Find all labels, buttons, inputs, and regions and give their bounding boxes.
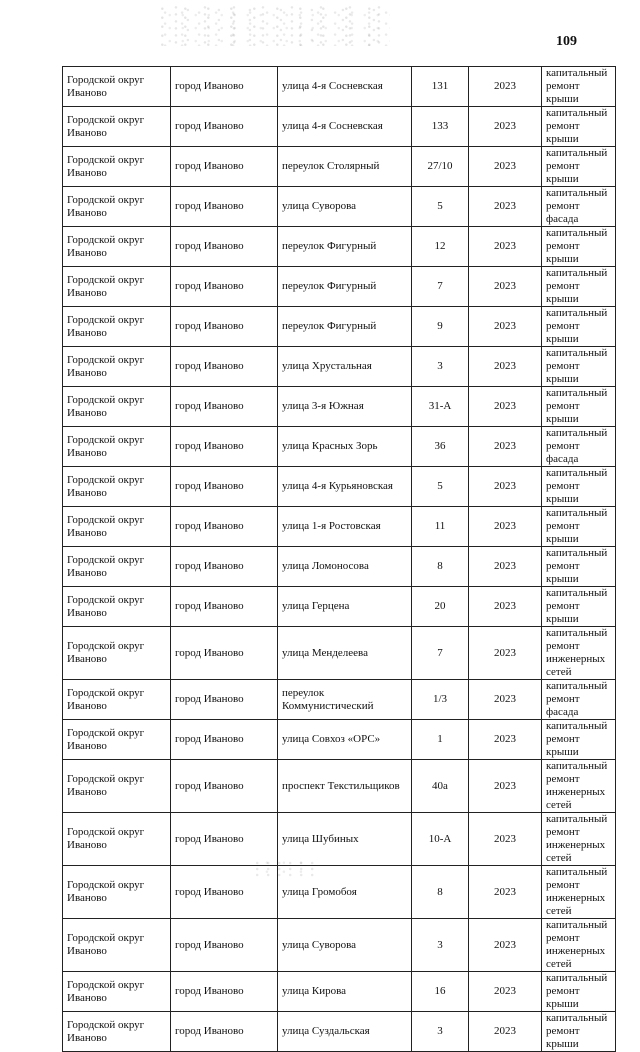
cell-okrug: Городской округ Иваново [63, 1012, 171, 1052]
cell-work: капитальный ремонт крыши [542, 507, 616, 547]
cell-street: улица 1-я Ростовская [278, 507, 412, 547]
cell-okrug: Городской округ Иваново [63, 107, 171, 147]
cell-street: улица Кирова [278, 972, 412, 1012]
cell-house: 5 [412, 187, 469, 227]
cell-city: город Иваново [171, 547, 278, 587]
cell-year: 2023 [469, 507, 542, 547]
cell-street: улица Суворова [278, 919, 412, 972]
cell-okrug: Городской округ Иваново [63, 147, 171, 187]
cell-street: улица Хрустальная [278, 347, 412, 387]
cell-street: улица Герцена [278, 587, 412, 627]
cell-house: 12 [412, 227, 469, 267]
cell-street: переулок Фигурный [278, 227, 412, 267]
cell-city: город Иваново [171, 972, 278, 1012]
cell-work: капитальный ремонт крыши [542, 227, 616, 267]
table-row [63, 587, 616, 627]
cell-okrug: Городской округ Иваново [63, 187, 171, 227]
cell-house: 133 [412, 107, 469, 147]
cell-house: 7 [412, 627, 469, 680]
cell-okrug: Городской округ Иваново [63, 919, 171, 972]
table-body [63, 67, 616, 1052]
cell-city: город Иваново [171, 347, 278, 387]
table-row [63, 307, 616, 347]
cell-house: 7 [412, 267, 469, 307]
cell-okrug: Городской округ Иваново [63, 427, 171, 467]
cell-okrug: Городской округ Иваново [63, 720, 171, 760]
cell-city: город Иваново [171, 587, 278, 627]
cell-year: 2023 [469, 919, 542, 972]
repair-schedule-table [62, 66, 616, 1052]
cell-year: 2023 [469, 720, 542, 760]
cell-house: 1 [412, 720, 469, 760]
cell-city: город Иваново [171, 227, 278, 267]
cell-okrug: Городской округ Иваново [63, 813, 171, 866]
cell-house: 11 [412, 507, 469, 547]
cell-work: капитальный ремонт инженерных сетей [542, 627, 616, 680]
cell-house: 16 [412, 972, 469, 1012]
cell-work: капитальный ремонт инженерных сетей [542, 760, 616, 813]
cell-work: капитальный ремонт крыши [542, 267, 616, 307]
cell-house: 3 [412, 919, 469, 972]
table-row [63, 919, 616, 972]
cell-year: 2023 [469, 347, 542, 387]
cell-okrug: Городской округ Иваново [63, 680, 171, 720]
table-row [63, 547, 616, 587]
table-row [63, 427, 616, 467]
cell-work: капитальный ремонт инженерных сетей [542, 919, 616, 972]
cell-house: 9 [412, 307, 469, 347]
cell-work: капитальный ремонт фасада [542, 680, 616, 720]
cell-work: капитальный ремонт крыши [542, 547, 616, 587]
cell-city: город Иваново [171, 919, 278, 972]
cell-work: капитальный ремонт крыши [542, 1012, 616, 1052]
table-row [63, 67, 616, 107]
cell-city: город Иваново [171, 307, 278, 347]
page-number: 109 [556, 34, 577, 49]
cell-year: 2023 [469, 147, 542, 187]
cell-okrug: Городской округ Иваново [63, 307, 171, 347]
cell-street: переулок Фигурный [278, 307, 412, 347]
cell-okrug: Городской округ Иваново [63, 347, 171, 387]
cell-street: переулок Коммунистический [278, 680, 412, 720]
cell-street: улица Красных Зорь [278, 427, 412, 467]
cell-year: 2023 [469, 587, 542, 627]
cell-house: 20 [412, 587, 469, 627]
cell-house: 27/10 [412, 147, 469, 187]
cell-street: переулок Фигурный [278, 267, 412, 307]
cell-year: 2023 [469, 107, 542, 147]
cell-year: 2023 [469, 267, 542, 307]
cell-house: 8 [412, 866, 469, 919]
cell-street: улица 4-я Сосневская [278, 107, 412, 147]
cell-year: 2023 [469, 627, 542, 680]
cell-work: капитальный ремонт крыши [542, 307, 616, 347]
cell-work: капитальный ремонт крыши [542, 587, 616, 627]
cell-city: город Иваново [171, 866, 278, 919]
table-row [63, 467, 616, 507]
cell-okrug: Городской округ Иваново [63, 587, 171, 627]
cell-year: 2023 [469, 307, 542, 347]
cell-work: капитальный ремонт фасада [542, 187, 616, 227]
cell-street: улица Менделеева [278, 627, 412, 680]
scan-noise-top [160, 6, 390, 46]
cell-work: капитальный ремонт крыши [542, 107, 616, 147]
cell-work: капитальный ремонт крыши [542, 720, 616, 760]
cell-house: 36 [412, 427, 469, 467]
cell-street: улица Громобоя [278, 866, 412, 919]
table-row [63, 187, 616, 227]
cell-work: капитальный ремонт крыши [542, 67, 616, 107]
cell-house: 3 [412, 1012, 469, 1052]
cell-okrug: Городской округ Иваново [63, 67, 171, 107]
cell-house: 3 [412, 347, 469, 387]
cell-okrug: Городской округ Иваново [63, 267, 171, 307]
cell-city: город Иваново [171, 1012, 278, 1052]
cell-year: 2023 [469, 866, 542, 919]
cell-year: 2023 [469, 467, 542, 507]
cell-house: 5 [412, 467, 469, 507]
table-row [63, 720, 616, 760]
table-row [63, 760, 616, 813]
cell-work: капитальный ремонт крыши [542, 972, 616, 1012]
cell-city: город Иваново [171, 147, 278, 187]
table-row [63, 227, 616, 267]
cell-city: город Иваново [171, 760, 278, 813]
cell-city: город Иваново [171, 813, 278, 866]
cell-okrug: Городской округ Иваново [63, 387, 171, 427]
cell-okrug: Городской округ Иваново [63, 467, 171, 507]
cell-city: город Иваново [171, 387, 278, 427]
cell-city: город Иваново [171, 720, 278, 760]
cell-street: улица Ломоносова [278, 547, 412, 587]
table-row [63, 147, 616, 187]
cell-street: улица Суздальская [278, 1012, 412, 1052]
cell-okrug: Городской округ Иваново [63, 627, 171, 680]
cell-city: город Иваново [171, 507, 278, 547]
cell-city: город Иваново [171, 427, 278, 467]
cell-house: 8 [412, 547, 469, 587]
cell-year: 2023 [469, 427, 542, 467]
cell-work: капитальный ремонт крыши [542, 347, 616, 387]
cell-street: улица 4-я Курьяновская [278, 467, 412, 507]
cell-city: город Иваново [171, 680, 278, 720]
cell-house: 31-А [412, 387, 469, 427]
cell-street: улица Шубиных [278, 813, 412, 866]
cell-work: капитальный ремонт инженерных сетей [542, 866, 616, 919]
cell-okrug: Городской округ Иваново [63, 507, 171, 547]
cell-city: город Иваново [171, 267, 278, 307]
cell-city: город Иваново [171, 467, 278, 507]
table-row [63, 627, 616, 680]
cell-year: 2023 [469, 547, 542, 587]
cell-work: капитальный ремонт крыши [542, 387, 616, 427]
cell-street: проспект Текстильщиков [278, 760, 412, 813]
cell-house: 1/3 [412, 680, 469, 720]
scan-noise-bottom [255, 860, 315, 878]
cell-work: капитальный ремонт инженерных сетей [542, 813, 616, 866]
cell-year: 2023 [469, 1012, 542, 1052]
table-row [63, 107, 616, 147]
table-row [63, 387, 616, 427]
cell-year: 2023 [469, 187, 542, 227]
table-row [63, 972, 616, 1012]
cell-city: город Иваново [171, 187, 278, 227]
cell-year: 2023 [469, 387, 542, 427]
table-row [63, 1012, 616, 1052]
cell-street: улица Совхоз «ОРС» [278, 720, 412, 760]
cell-street: улица 3-я Южная [278, 387, 412, 427]
table-row [63, 680, 616, 720]
table-row [63, 866, 616, 919]
table-row [63, 813, 616, 866]
cell-street: переулок Столярный [278, 147, 412, 187]
cell-okrug: Городской округ Иваново [63, 866, 171, 919]
cell-street: улица 4-я Сосневская [278, 67, 412, 107]
cell-house: 10-А [412, 813, 469, 866]
table-row [63, 347, 616, 387]
cell-house: 40а [412, 760, 469, 813]
cell-city: город Иваново [171, 67, 278, 107]
cell-okrug: Городской округ Иваново [63, 227, 171, 267]
cell-city: город Иваново [171, 627, 278, 680]
cell-work: капитальный ремонт крыши [542, 467, 616, 507]
cell-work: капитальный ремонт фасада [542, 427, 616, 467]
cell-year: 2023 [469, 227, 542, 267]
cell-year: 2023 [469, 680, 542, 720]
cell-okrug: Городской округ Иваново [63, 972, 171, 1012]
cell-year: 2023 [469, 67, 542, 107]
cell-street: улица Суворова [278, 187, 412, 227]
cell-year: 2023 [469, 972, 542, 1012]
table-row [63, 507, 616, 547]
cell-year: 2023 [469, 813, 542, 866]
table-row [63, 267, 616, 307]
cell-okrug: Городской округ Иваново [63, 547, 171, 587]
cell-city: город Иваново [171, 107, 278, 147]
cell-okrug: Городской округ Иваново [63, 760, 171, 813]
cell-house: 131 [412, 67, 469, 107]
cell-work: капитальный ремонт крыши [542, 147, 616, 187]
cell-year: 2023 [469, 760, 542, 813]
